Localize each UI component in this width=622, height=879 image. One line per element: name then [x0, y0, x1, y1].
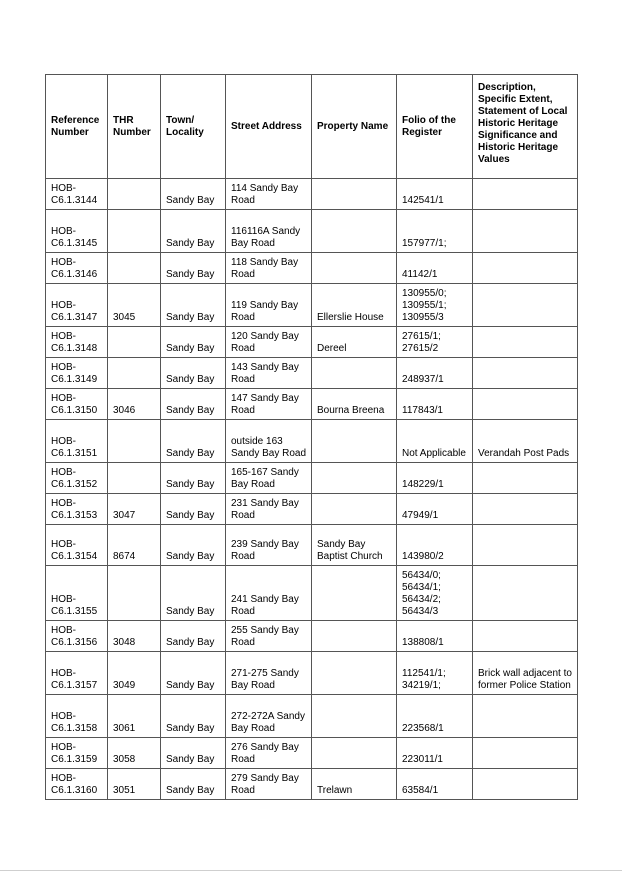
- cell-street-address: 143 Sandy Bay Road: [226, 358, 312, 389]
- table-row: [46, 284, 578, 327]
- cell-folio: 248937/1: [397, 358, 473, 389]
- cell-property-name: [312, 494, 397, 525]
- table-row: [46, 179, 578, 210]
- cell-reference-number: HOB-C6.1.3144: [46, 179, 108, 210]
- cell-thr-number: [108, 327, 161, 358]
- cell-reference-number: HOB-C6.1.3150: [46, 389, 108, 420]
- cell-town-locality: Sandy Bay: [161, 179, 226, 210]
- cell-description: [473, 525, 578, 566]
- table-row: [46, 738, 578, 769]
- cell-reference-number: HOB-C6.1.3155: [46, 566, 108, 621]
- cell-folio: 223568/1: [397, 695, 473, 738]
- table-row: [46, 566, 578, 621]
- page-footer-divider: [0, 870, 622, 871]
- cell-thr-number: [108, 358, 161, 389]
- cell-thr-number: 3045: [108, 284, 161, 327]
- col-header-description: Description, Specific Extent, Statement of Local Historic Heritage Significance and Historic Heritage Values: [473, 75, 578, 179]
- cell-street-address: 272-272A Sandy Bay Road: [226, 695, 312, 738]
- cell-thr-number: 3048: [108, 621, 161, 652]
- table-row: [46, 420, 578, 463]
- cell-reference-number: HOB-C6.1.3149: [46, 358, 108, 389]
- cell-folio: 47949/1: [397, 494, 473, 525]
- table-row: [46, 695, 578, 738]
- cell-folio: 117843/1: [397, 389, 473, 420]
- cell-street-address: 147 Sandy Bay Road: [226, 389, 312, 420]
- cell-folio: 142541/1: [397, 179, 473, 210]
- cell-property-name: [312, 179, 397, 210]
- cell-reference-number: HOB-C6.1.3152: [46, 463, 108, 494]
- col-header-town-locality: Town/ Locality: [161, 75, 226, 179]
- cell-thr-number: 3058: [108, 738, 161, 769]
- cell-description: [473, 253, 578, 284]
- cell-thr-number: [108, 210, 161, 253]
- cell-folio: 112541/1; 34219/1;: [397, 652, 473, 695]
- table-row: [46, 621, 578, 652]
- cell-description: [473, 327, 578, 358]
- cell-town-locality: Sandy Bay: [161, 652, 226, 695]
- table-row: [46, 210, 578, 253]
- cell-folio: 143980/2: [397, 525, 473, 566]
- cell-thr-number: 8674: [108, 525, 161, 566]
- table-row: [46, 652, 578, 695]
- cell-town-locality: Sandy Bay: [161, 210, 226, 253]
- cell-description: [473, 210, 578, 253]
- cell-town-locality: Sandy Bay: [161, 253, 226, 284]
- cell-property-name: [312, 463, 397, 494]
- cell-folio: 130955/0; 130955/1; 130955/3: [397, 284, 473, 327]
- cell-property-name: [312, 253, 397, 284]
- table-row: [46, 253, 578, 284]
- cell-street-address: 114 Sandy Bay Road: [226, 179, 312, 210]
- cell-property-name: [312, 695, 397, 738]
- cell-reference-number: HOB-C6.1.3148: [46, 327, 108, 358]
- cell-property-name: [312, 566, 397, 621]
- table-row: [46, 389, 578, 420]
- cell-town-locality: Sandy Bay: [161, 284, 226, 327]
- cell-folio: Not Applicable: [397, 420, 473, 463]
- cell-description: [473, 695, 578, 738]
- col-header-reference-number: Reference Number: [46, 75, 108, 179]
- cell-reference-number: HOB-C6.1.3151: [46, 420, 108, 463]
- cell-street-address: 118 Sandy Bay Road: [226, 253, 312, 284]
- cell-folio: 223011/1: [397, 738, 473, 769]
- cell-town-locality: Sandy Bay: [161, 463, 226, 494]
- col-header-street-address: Street Address: [226, 75, 312, 179]
- col-header-thr-number: THR Number: [108, 75, 161, 179]
- cell-property-name: Ellerslie House: [312, 284, 397, 327]
- cell-street-address: 241 Sandy Bay Road: [226, 566, 312, 621]
- cell-property-name: [312, 621, 397, 652]
- cell-thr-number: 3061: [108, 695, 161, 738]
- cell-reference-number: HOB-C6.1.3147: [46, 284, 108, 327]
- cell-street-address: 119 Sandy Bay Road: [226, 284, 312, 327]
- cell-description: [473, 463, 578, 494]
- cell-reference-number: HOB-C6.1.3146: [46, 253, 108, 284]
- table-body: [46, 179, 578, 800]
- cell-town-locality: Sandy Bay: [161, 525, 226, 566]
- cell-property-name: Bourna Breena: [312, 389, 397, 420]
- cell-thr-number: [108, 253, 161, 284]
- cell-property-name: Trelawn: [312, 769, 397, 800]
- cell-street-address: 116116A Sandy Bay Road: [226, 210, 312, 253]
- cell-thr-number: 3047: [108, 494, 161, 525]
- cell-street-address: 231 Sandy Bay Road: [226, 494, 312, 525]
- cell-town-locality: Sandy Bay: [161, 327, 226, 358]
- cell-street-address: 165-167 Sandy Bay Road: [226, 463, 312, 494]
- cell-property-name: [312, 210, 397, 253]
- table-row: [46, 769, 578, 800]
- cell-property-name: [312, 738, 397, 769]
- cell-reference-number: HOB-C6.1.3153: [46, 494, 108, 525]
- cell-description: [473, 494, 578, 525]
- cell-reference-number: HOB-C6.1.3157: [46, 652, 108, 695]
- cell-description: [473, 566, 578, 621]
- col-header-folio: Folio of the Register: [397, 75, 473, 179]
- cell-street-address: 120 Sandy Bay Road: [226, 327, 312, 358]
- cell-town-locality: Sandy Bay: [161, 769, 226, 800]
- cell-reference-number: HOB-C6.1.3156: [46, 621, 108, 652]
- cell-street-address: 279 Sandy Bay Road: [226, 769, 312, 800]
- cell-town-locality: Sandy Bay: [161, 389, 226, 420]
- cell-town-locality: Sandy Bay: [161, 494, 226, 525]
- cell-thr-number: [108, 463, 161, 494]
- cell-thr-number: 3051: [108, 769, 161, 800]
- cell-street-address: outside 163 Sandy Bay Road: [226, 420, 312, 463]
- cell-description: [473, 389, 578, 420]
- cell-reference-number: HOB-C6.1.3159: [46, 738, 108, 769]
- cell-street-address: 271-275 Sandy Bay Road: [226, 652, 312, 695]
- cell-property-name: Sandy Bay Baptist Church: [312, 525, 397, 566]
- cell-thr-number: [108, 420, 161, 463]
- cell-folio: 63584/1: [397, 769, 473, 800]
- table-row: [46, 463, 578, 494]
- cell-town-locality: Sandy Bay: [161, 566, 226, 621]
- cell-property-name: [312, 358, 397, 389]
- cell-thr-number: [108, 179, 161, 210]
- table-row: [46, 327, 578, 358]
- cell-description: [473, 738, 578, 769]
- cell-folio: 138808/1: [397, 621, 473, 652]
- cell-thr-number: [108, 566, 161, 621]
- cell-description: [473, 769, 578, 800]
- table-row: [46, 525, 578, 566]
- table-header-row: [46, 75, 578, 179]
- cell-reference-number: HOB-C6.1.3158: [46, 695, 108, 738]
- cell-street-address: 276 Sandy Bay Road: [226, 738, 312, 769]
- cell-description: [473, 358, 578, 389]
- cell-folio: 56434/0; 56434/1; 56434/2; 56434/3: [397, 566, 473, 621]
- cell-description: Brick wall adjacent to former Police Station: [473, 652, 578, 695]
- cell-thr-number: 3046: [108, 389, 161, 420]
- cell-description: [473, 179, 578, 210]
- cell-street-address: 255 Sandy Bay Road: [226, 621, 312, 652]
- cell-description: [473, 284, 578, 327]
- cell-town-locality: Sandy Bay: [161, 738, 226, 769]
- table-row: [46, 494, 578, 525]
- cell-town-locality: Sandy Bay: [161, 695, 226, 738]
- col-header-property-name: Property Name: [312, 75, 397, 179]
- heritage-register-table: [45, 74, 578, 800]
- cell-reference-number: HOB-C6.1.3154: [46, 525, 108, 566]
- cell-folio: 148229/1: [397, 463, 473, 494]
- cell-property-name: Dereel: [312, 327, 397, 358]
- cell-folio: 157977/1;: [397, 210, 473, 253]
- table-row: [46, 358, 578, 389]
- cell-description: [473, 621, 578, 652]
- cell-town-locality: Sandy Bay: [161, 621, 226, 652]
- cell-reference-number: HOB-C6.1.3160: [46, 769, 108, 800]
- cell-town-locality: Sandy Bay: [161, 358, 226, 389]
- cell-thr-number: 3049: [108, 652, 161, 695]
- cell-town-locality: Sandy Bay: [161, 420, 226, 463]
- cell-reference-number: HOB-C6.1.3145: [46, 210, 108, 253]
- cell-folio: 41142/1: [397, 253, 473, 284]
- cell-folio: 27615/1; 27615/2: [397, 327, 473, 358]
- cell-property-name: [312, 420, 397, 463]
- cell-street-address: 239 Sandy Bay Road: [226, 525, 312, 566]
- cell-property-name: [312, 652, 397, 695]
- cell-description: Verandah Post Pads: [473, 420, 578, 463]
